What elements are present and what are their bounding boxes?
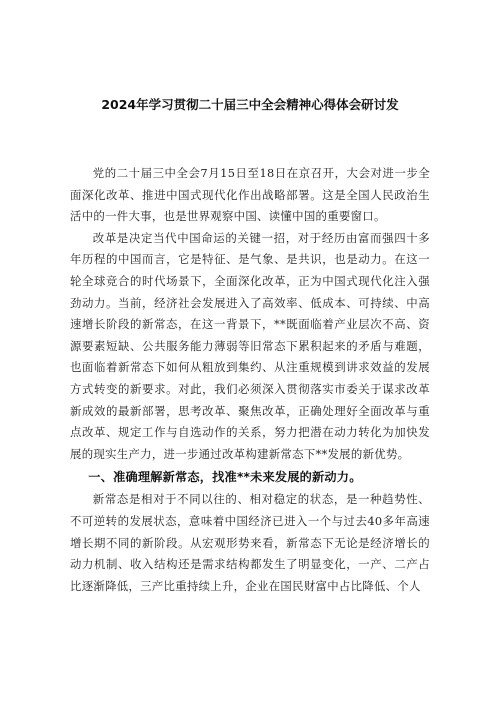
- document-title: 2024年学习贯彻二十届三中全会精神心得体会研讨发: [101, 97, 399, 112]
- paragraph-intro: 党的二十届三中全会7月15日至18日在京召开，大会对进一步全面深化改革、推进中国式现代化作出战略部署。这是全国人民政治生活中的一件大事，也是世界观察中国、读懂中国的重要窗口。: [70, 166, 430, 224]
- document-body: [70, 163, 430, 597]
- section-heading-1: 一、准确理解新常态，找准**未来发展的新动力。: [88, 470, 362, 485]
- paragraph-reform: 改革是决定当代中国命运的关键一招，对于经历由富而强四十多年历程的中国而言，它是特征、是气象、是共识，也是动力。在这一轮全球竞合的时代场景下，全面深化改革，正为中国式现代化注入强劲动力。当前，经济社会发展进入了高效率、低成本、可持续、中高速增长阶段的新常态，在这一背景下，**既面临着产业层次不高、资源要素短缺、公共服务能力薄弱等旧常态下累积起来的矛盾与难题，也面临着新常态下如何从粗放到集约、从注重规模到讲求效益的发展方式转变的新要求。对此，我们必须深入贯彻落实市委关于谋求改革新成效的最新部署，思考改革、聚焦改革，正确处理好全面改革与重点改革、规定工作与自选动作的关系，努力把潜在动力转化为加快发展的现实生产力，进一步通过改革构建新常态下**发展的新优势。: [70, 230, 430, 461]
- paragraph-new-normal: 新常态是相对于不同以往的、相对稳定的状态，是一种趋势性、不可逆转的发展状态，意味着中国经济已进入一个与过去40多年高速增长期不同的新阶段。从宏观形势来看，新常态下无论是经济增长的动力机制、收入结构还是需求结构都发生了明显变化，一产、二产占比逐渐降低，三产比重持续上升，企业在国民财富中占比降低、个人: [70, 492, 430, 593]
